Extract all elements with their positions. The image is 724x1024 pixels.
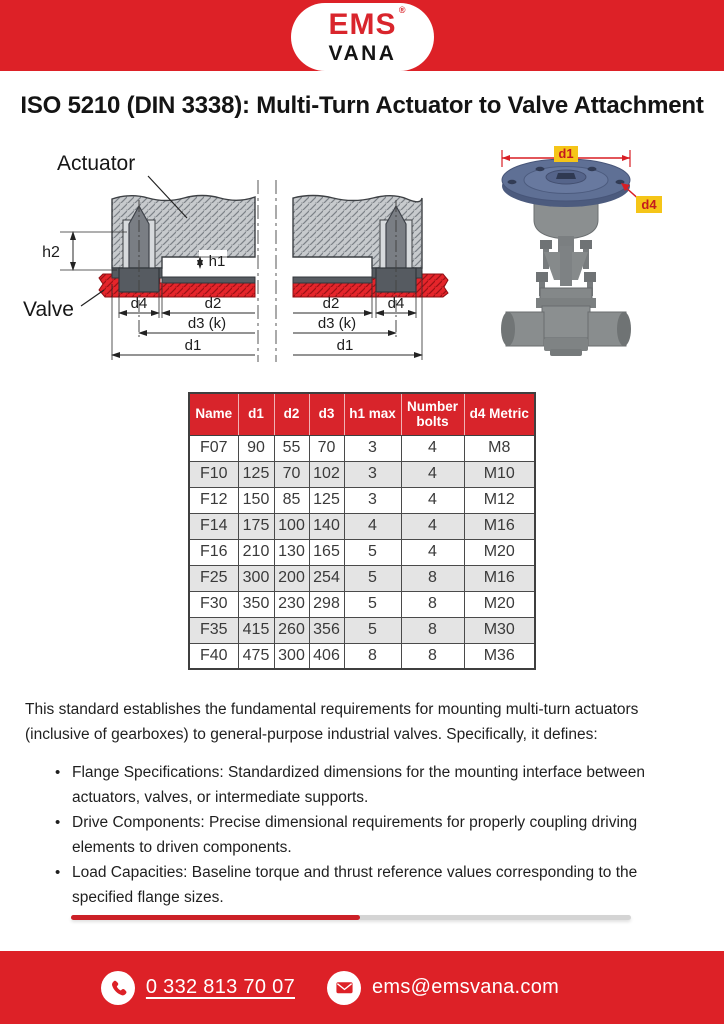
footer-contacts [101,971,559,1005]
description-paragraph: This standard establishes the fundamental requirements for mounting multi-turn actuators (inclusive of gearboxes) to general-purpose industrial valves. Specifically, it defines: [25,701,639,743]
table-row [189,643,535,669]
column-header: h1 max [344,393,401,435]
table-cell: M16 [464,513,535,539]
svg-text:h2: h2 [42,244,60,261]
email-contact[interactable] [327,971,559,1005]
column-header: Number bolts [401,393,464,435]
svg-text:d4: d4 [641,197,657,212]
table-row [189,487,535,513]
table-cell: 8 [401,643,464,669]
table-cell: 125 [309,487,344,513]
table-row [189,435,535,461]
table-cell: M30 [464,617,535,643]
phone-icon [101,971,135,1005]
table-cell: F12 [189,487,238,513]
table-cell: 8 [344,643,401,669]
valve-label: Valve [23,298,74,321]
valve-flange [502,159,630,207]
table-cell: 350 [238,591,274,617]
logo-ems [328,5,407,41]
bullet-item: • Load Capacities: Baseline torque and thrust reference values corresponding to the specified flange sizes. [55,860,685,910]
table-cell: 5 [344,539,401,565]
table-row [189,539,535,565]
table-cell: 4 [401,461,464,487]
section-divider [71,915,631,920]
email-icon [327,971,361,1005]
table-cell: 254 [309,565,344,591]
section-break-lines [258,180,276,362]
logo-vana: VANA [328,42,397,65]
page-title: ISO 5210 (DIN 3338): Multi-Turn Actuator to Valve Attachment [20,92,704,119]
table-cell: M16 [464,565,535,591]
table-cell: 90 [238,435,274,461]
table-cell: M20 [464,539,535,565]
table-cell: 4 [401,513,464,539]
valve-body [501,196,631,356]
table-cell: 406 [309,643,344,669]
table-cell: 4 [401,539,464,565]
email-address[interactable]: ems@emsvana.com [372,976,560,998]
table-cell: 415 [238,617,274,643]
svg-text:d2: d2 [322,295,340,312]
table-cell: M20 [464,591,535,617]
table-row [189,513,535,539]
table-cell: 5 [344,565,401,591]
table-row [189,461,535,487]
registered-mark: ® [398,5,407,15]
table-cell: F40 [189,643,238,669]
bullet-item: • Drive Components: Precise dimensional requirements for properly coupling driving elements to driven components. [55,810,685,860]
table-cell: 150 [238,487,274,513]
table-row [189,565,535,591]
table-cell: 5 [344,591,401,617]
table-cell: 55 [274,435,309,461]
table-cell: 230 [274,591,309,617]
table-cell: M8 [464,435,535,461]
table-cell: 8 [401,565,464,591]
table-cell: 102 [309,461,344,487]
svg-text:d1: d1 [558,146,574,161]
table-cell: F25 [189,565,238,591]
svg-text:d1: d1 [336,337,354,354]
table-cell: 5 [344,617,401,643]
table-row [189,591,535,617]
valve-photo [488,140,703,375]
description-bullets [55,760,685,910]
table-cell: F07 [189,435,238,461]
table-cell: 70 [274,461,309,487]
column-header: Name [189,393,238,435]
svg-text:d4: d4 [387,295,405,312]
actuator-label: Actuator [57,152,136,175]
table-cell: 356 [309,617,344,643]
table-cell: F35 [189,617,238,643]
svg-text:d3 (k): d3 (k) [187,315,227,332]
header-band [0,0,724,71]
table-cell: 300 [238,565,274,591]
table-cell: 85 [274,487,309,513]
table-cell: 300 [274,643,309,669]
table-cell: 3 [344,435,401,461]
spec-table-body [189,435,535,669]
column-header: d1 [238,393,274,435]
svg-text:d4: d4 [130,295,148,312]
svg-text:d1: d1 [184,337,202,354]
table-cell: 3 [344,487,401,513]
table-cell: 70 [309,435,344,461]
table-cell: F16 [189,539,238,565]
column-header: d3 [309,393,344,435]
logo-ems-text: EMS [328,8,397,41]
table-cell: M12 [464,487,535,513]
table-cell: F10 [189,461,238,487]
column-header: d4 Metric [464,393,535,435]
table-cell: 125 [238,461,274,487]
table-cell: M10 [464,461,535,487]
table-cell: 200 [274,565,309,591]
table-cell: M36 [464,643,535,669]
table-cell: 8 [401,591,464,617]
table-cell: 298 [309,591,344,617]
section-divider-accent [71,915,360,920]
phone-number[interactable]: 0 332 813 70 07 [145,976,295,998]
bullet-item: • Flange Specifications: Standardized dimensions for the mounting interface between actuators, valves, or intermediate supports. [55,760,685,810]
table-cell: 210 [238,539,274,565]
table-cell: 4 [401,435,464,461]
footer-band [0,951,724,1024]
spec-table-header-row [189,393,535,435]
table-cell: 175 [238,513,274,539]
table-cell: 130 [274,539,309,565]
table-cell: 4 [344,513,401,539]
table-cell: 8 [401,617,464,643]
table-row [189,617,535,643]
table-cell: 165 [309,539,344,565]
svg-text:d3 (k): d3 (k) [317,315,357,332]
table-cell: 260 [274,617,309,643]
spec-table [188,392,536,670]
table-cell: 140 [309,513,344,539]
brand-logo [291,3,434,71]
table-cell: 3 [344,461,401,487]
column-header: d2 [274,393,309,435]
svg-text:d2: d2 [204,295,222,312]
cross-section-diagram [15,140,475,375]
table-cell: 4 [401,487,464,513]
table-cell: F30 [189,591,238,617]
phone-contact[interactable] [101,971,295,1005]
table-cell: 475 [238,643,274,669]
svg-text:h1: h1 [208,253,226,270]
table-cell: 100 [274,513,309,539]
table-cell: F14 [189,513,238,539]
